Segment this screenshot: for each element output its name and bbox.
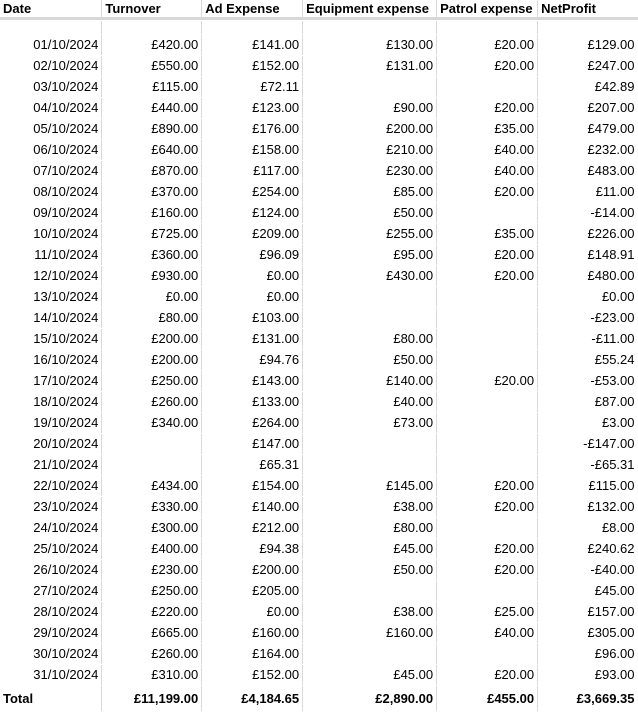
- cell-date[interactable]: 28/10/2024: [0, 602, 102, 623]
- cell-ad-expense[interactable]: £117.00: [202, 161, 303, 182]
- cell-patrol-expense[interactable]: £20.00: [437, 476, 538, 497]
- cell-net-profit[interactable]: £305.00: [538, 623, 638, 644]
- cell-turnover[interactable]: £434.00: [102, 476, 202, 497]
- cell-date[interactable]: 16/10/2024: [0, 350, 102, 371]
- cell-ad-expense[interactable]: £205.00: [202, 581, 303, 602]
- cell-patrol-expense[interactable]: £20.00: [437, 497, 538, 518]
- cell-date[interactable]: 06/10/2024: [0, 140, 102, 161]
- header-ad-expense[interactable]: Ad Expense: [202, 0, 303, 17]
- cell-net-profit[interactable]: -£14.00: [538, 203, 638, 224]
- cell-date[interactable]: 20/10/2024: [0, 434, 102, 455]
- table-row: [0, 140, 638, 161]
- cell-turnover[interactable]: £400.00: [102, 539, 202, 560]
- cell-ad-expense[interactable]: £124.00: [202, 203, 303, 224]
- total-turnover[interactable]: £11,199.00: [102, 686, 202, 712]
- cell-patrol-expense[interactable]: £40.00: [437, 140, 538, 161]
- cell-date[interactable]: 07/10/2024: [0, 161, 102, 182]
- cell-ad-expense[interactable]: £103.00: [202, 308, 303, 329]
- cell-date[interactable]: 15/10/2024: [0, 329, 102, 350]
- cell-ad-expense[interactable]: £133.00: [202, 392, 303, 413]
- cell-net-profit[interactable]: £55.24: [538, 350, 638, 371]
- cell-ad-expense[interactable]: £72.11: [202, 77, 303, 98]
- cell-date[interactable]: 18/10/2024: [0, 392, 102, 413]
- cell-net-profit[interactable]: £42.89: [538, 77, 638, 98]
- cell-turnover[interactable]: £310.00: [102, 665, 202, 686]
- cell-turnover[interactable]: £160.00: [102, 203, 202, 224]
- table-row: [0, 161, 638, 182]
- table-row: [0, 98, 638, 119]
- cell-patrol-expense[interactable]: £20.00: [437, 665, 538, 686]
- cell-net-profit[interactable]: £148.91: [538, 245, 638, 266]
- data-rows: [0, 35, 638, 686]
- cell-equipment-expense[interactable]: [303, 287, 437, 308]
- cell-date[interactable]: 23/10/2024: [0, 497, 102, 518]
- cell-turnover[interactable]: £360.00: [102, 245, 202, 266]
- header-date[interactable]: Date: [0, 0, 102, 17]
- table-row: [0, 371, 638, 392]
- cell-net-profit[interactable]: £157.00: [538, 602, 638, 623]
- blank-row: [0, 21, 638, 35]
- cell-turnover[interactable]: £200.00: [102, 329, 202, 350]
- cell-equipment-expense[interactable]: £145.00: [303, 476, 437, 497]
- table-row: [0, 350, 638, 371]
- cell-patrol-expense[interactable]: [437, 644, 538, 665]
- cell-turnover[interactable]: £640.00: [102, 140, 202, 161]
- cell-equipment-expense[interactable]: £200.00: [303, 119, 437, 140]
- header-net-profit[interactable]: NetProfit: [541, 1, 596, 16]
- cell-turnover[interactable]: £550.00: [102, 56, 202, 77]
- table-row: [0, 539, 638, 560]
- cell-ad-expense[interactable]: £152.00: [202, 665, 303, 686]
- cell-net-profit[interactable]: -£40.00: [538, 560, 638, 581]
- cell-equipment-expense[interactable]: [303, 455, 437, 476]
- header-patrol-expense[interactable]: Patrol expense: [437, 0, 538, 17]
- cell-ad-expense[interactable]: £0.00: [202, 287, 303, 308]
- table-row: [0, 455, 638, 476]
- table-row: [0, 56, 638, 77]
- cell-date[interactable]: 02/10/2024: [0, 56, 102, 77]
- table-row: [0, 665, 638, 686]
- cell-patrol-expense[interactable]: [437, 434, 538, 455]
- cell-equipment-expense[interactable]: [303, 308, 437, 329]
- cell-ad-expense[interactable]: £96.09: [202, 245, 303, 266]
- cell-ad-expense[interactable]: £94.76: [202, 350, 303, 371]
- cell-equipment-expense[interactable]: £50.00: [303, 203, 437, 224]
- table-row: [0, 518, 638, 539]
- cell-net-profit[interactable]: £93.00: [538, 665, 638, 686]
- cell-date[interactable]: 04/10/2024: [0, 98, 102, 119]
- cell-ad-expense[interactable]: £212.00: [202, 518, 303, 539]
- cell-net-profit[interactable]: £226.00: [538, 224, 638, 245]
- cell-ad-expense[interactable]: £131.00: [202, 329, 303, 350]
- cell-date[interactable]: 14/10/2024: [0, 308, 102, 329]
- table-row: [0, 644, 638, 665]
- table-row: [0, 35, 638, 56]
- cell-equipment-expense[interactable]: £140.00: [303, 371, 437, 392]
- cell-patrol-expense[interactable]: [437, 455, 538, 476]
- cell-patrol-expense[interactable]: £20.00: [437, 560, 538, 581]
- cell-equipment-expense[interactable]: £210.00: [303, 140, 437, 161]
- table-row: [0, 245, 638, 266]
- table-row: [0, 476, 638, 497]
- cell-date[interactable]: 21/10/2024: [0, 455, 102, 476]
- total-net-profit[interactable]: £3,669.35: [538, 686, 638, 712]
- table-row: [0, 203, 638, 224]
- cell-equipment-expense[interactable]: £50.00: [303, 560, 437, 581]
- cell-equipment-expense[interactable]: [303, 77, 437, 98]
- table-row: [0, 119, 638, 140]
- cell-date[interactable]: 25/10/2024: [0, 539, 102, 560]
- table-row: [0, 413, 638, 434]
- cell-date[interactable]: 27/10/2024: [0, 581, 102, 602]
- cell-net-profit[interactable]: -£11.00: [538, 329, 638, 350]
- cell-net-profit[interactable]: £87.00: [538, 392, 638, 413]
- cell-turnover[interactable]: £250.00: [102, 581, 202, 602]
- cell-ad-expense[interactable]: £209.00: [202, 224, 303, 245]
- cell-net-profit[interactable]: £3.00: [538, 413, 638, 434]
- cell-turnover[interactable]: £200.00: [102, 350, 202, 371]
- cell-net-profit[interactable]: £11.00: [538, 182, 638, 203]
- cell-turnover[interactable]: £0.00: [102, 287, 202, 308]
- cell-turnover[interactable]: [102, 434, 202, 455]
- cell-net-profit[interactable]: -£65.31: [538, 455, 638, 476]
- cell-patrol-expense[interactable]: £20.00: [437, 371, 538, 392]
- cell-date[interactable]: 08/10/2024: [0, 182, 102, 203]
- cell-turnover[interactable]: £330.00: [102, 497, 202, 518]
- cell-patrol-expense[interactable]: £20.00: [437, 245, 538, 266]
- table-row: [0, 497, 638, 518]
- cell-turnover[interactable]: £870.00: [102, 161, 202, 182]
- cell-ad-expense[interactable]: £141.00: [202, 35, 303, 56]
- cell-date[interactable]: 19/10/2024: [0, 413, 102, 434]
- cell-equipment-expense[interactable]: [303, 434, 437, 455]
- cell-turnover[interactable]: £665.00: [102, 623, 202, 644]
- cell-equipment-expense[interactable]: £50.00: [303, 350, 437, 371]
- cell-net-profit[interactable]: £8.00: [538, 518, 638, 539]
- cell-equipment-expense[interactable]: £45.00: [303, 665, 437, 686]
- cell-date[interactable]: 09/10/2024: [0, 203, 102, 224]
- cell-turnover[interactable]: £440.00: [102, 98, 202, 119]
- cell-turnover[interactable]: £340.00: [102, 413, 202, 434]
- table-row: [0, 266, 638, 287]
- cell-turnover[interactable]: £370.00: [102, 182, 202, 203]
- cell-net-profit[interactable]: -£23.00: [538, 308, 638, 329]
- header-turnover[interactable]: Turnover: [102, 0, 202, 17]
- cell-equipment-expense[interactable]: £80.00: [303, 329, 437, 350]
- cell-date[interactable]: 10/10/2024: [0, 224, 102, 245]
- cell-ad-expense[interactable]: £176.00: [202, 119, 303, 140]
- cell-equipment-expense[interactable]: £230.00: [303, 161, 437, 182]
- table-row: [0, 329, 638, 350]
- cell-patrol-expense[interactable]: £25.00: [437, 602, 538, 623]
- cell-patrol-expense[interactable]: [437, 287, 538, 308]
- cell-ad-expense[interactable]: £94.38: [202, 539, 303, 560]
- cell-ad-expense[interactable]: £164.00: [202, 644, 303, 665]
- cell-net-profit[interactable]: £207.00: [538, 98, 638, 119]
- cell-ad-expense[interactable]: £140.00: [202, 497, 303, 518]
- table-row: [0, 602, 638, 623]
- cell-net-profit[interactable]: £96.00: [538, 644, 638, 665]
- table-row: [0, 182, 638, 203]
- cell-date[interactable]: 31/10/2024: [0, 665, 102, 686]
- cell-ad-expense[interactable]: £147.00: [202, 434, 303, 455]
- cell-turnover[interactable]: £220.00: [102, 602, 202, 623]
- cell-net-profit[interactable]: £0.00: [538, 287, 638, 308]
- cell-net-profit[interactable]: £129.00: [538, 35, 638, 56]
- header-row: [0, 0, 638, 17]
- cell-ad-expense[interactable]: £158.00: [202, 140, 303, 161]
- cell-equipment-expense[interactable]: £85.00: [303, 182, 437, 203]
- cell-equipment-expense[interactable]: £80.00: [303, 518, 437, 539]
- cell-patrol-expense[interactable]: £20.00: [437, 98, 538, 119]
- cell-patrol-expense[interactable]: [437, 581, 538, 602]
- cell-equipment-expense[interactable]: £38.00: [303, 602, 437, 623]
- cell-patrol-expense[interactable]: [437, 518, 538, 539]
- cell-turnover[interactable]: £300.00: [102, 518, 202, 539]
- cell-patrol-expense[interactable]: £40.00: [437, 623, 538, 644]
- cell-date[interactable]: 24/10/2024: [0, 518, 102, 539]
- cell-ad-expense[interactable]: £152.00: [202, 56, 303, 77]
- table-row: [0, 224, 638, 245]
- cell-equipment-expense[interactable]: £160.00: [303, 623, 437, 644]
- cell-equipment-expense[interactable]: [303, 581, 437, 602]
- cell-ad-expense[interactable]: £154.00: [202, 476, 303, 497]
- cell-equipment-expense[interactable]: £38.00: [303, 497, 437, 518]
- table-row: [0, 623, 638, 644]
- cell-patrol-expense[interactable]: [437, 413, 538, 434]
- cell-patrol-expense[interactable]: £35.00: [437, 224, 538, 245]
- cell-date[interactable]: 29/10/2024: [0, 623, 102, 644]
- table-row: [0, 581, 638, 602]
- cell-equipment-expense[interactable]: [303, 644, 437, 665]
- cell-patrol-expense[interactable]: £20.00: [437, 266, 538, 287]
- cell-ad-expense[interactable]: £143.00: [202, 371, 303, 392]
- cell-date[interactable]: 30/10/2024: [0, 644, 102, 665]
- cell-net-profit[interactable]: £45.00: [538, 581, 638, 602]
- cell-date[interactable]: 11/10/2024: [0, 245, 102, 266]
- cell-ad-expense[interactable]: £0.00: [202, 266, 303, 287]
- cell-equipment-expense[interactable]: £90.00: [303, 98, 437, 119]
- table-row: [0, 287, 638, 308]
- cell-net-profit[interactable]: -£53.00: [538, 371, 638, 392]
- cell-net-profit[interactable]: £480.00: [538, 266, 638, 287]
- cell-date[interactable]: 26/10/2024: [0, 560, 102, 581]
- cell-date[interactable]: 22/10/2024: [0, 476, 102, 497]
- table-row: [0, 308, 638, 329]
- cell-equipment-expense[interactable]: £430.00: [303, 266, 437, 287]
- cell-turnover[interactable]: £260.00: [102, 392, 202, 413]
- cell-turnover[interactable]: [102, 455, 202, 476]
- cell-equipment-expense[interactable]: £73.00: [303, 413, 437, 434]
- cell-net-profit[interactable]: £115.00: [538, 476, 638, 497]
- cell-equipment-expense[interactable]: £255.00: [303, 224, 437, 245]
- cell-ad-expense[interactable]: £264.00: [202, 413, 303, 434]
- total-equipment-expense[interactable]: £2,890.00: [303, 686, 437, 712]
- cell-patrol-expense[interactable]: [437, 329, 538, 350]
- total-row: [0, 686, 638, 712]
- cell-turnover[interactable]: £115.00: [102, 77, 202, 98]
- cell-date[interactable]: 03/10/2024: [0, 77, 102, 98]
- cell-ad-expense[interactable]: £123.00: [202, 98, 303, 119]
- cell-turnover[interactable]: £725.00: [102, 224, 202, 245]
- table-row: [0, 77, 638, 98]
- cell-turnover[interactable]: £80.00: [102, 308, 202, 329]
- header-equipment-expense[interactable]: Equipment expense: [303, 0, 437, 17]
- cell-net-profit[interactable]: £479.00: [538, 119, 638, 140]
- cell-ad-expense[interactable]: £0.00: [202, 602, 303, 623]
- table-row: [0, 560, 638, 581]
- cell-equipment-expense[interactable]: £131.00: [303, 56, 437, 77]
- cell-patrol-expense[interactable]: £20.00: [437, 56, 538, 77]
- cell-net-profit[interactable]: £240.62: [538, 539, 638, 560]
- total-patrol-expense[interactable]: £455.00: [437, 686, 538, 712]
- cell-equipment-expense[interactable]: £95.00: [303, 245, 437, 266]
- table-row: [0, 434, 638, 455]
- cell-ad-expense[interactable]: £200.00: [202, 560, 303, 581]
- cell-patrol-expense[interactable]: £20.00: [437, 539, 538, 560]
- cell-patrol-expense[interactable]: [437, 203, 538, 224]
- cell-date[interactable]: 17/10/2024: [0, 371, 102, 392]
- cell-net-profit[interactable]: £247.00: [538, 56, 638, 77]
- cell-net-profit[interactable]: £232.00: [538, 140, 638, 161]
- cell-equipment-expense[interactable]: £40.00: [303, 392, 437, 413]
- cell-net-profit[interactable]: £483.00: [538, 161, 638, 182]
- cell-patrol-expense[interactable]: [437, 350, 538, 371]
- cell-turnover[interactable]: £420.00: [102, 35, 202, 56]
- cell-turnover[interactable]: £250.00: [102, 371, 202, 392]
- cell-equipment-expense[interactable]: £130.00: [303, 35, 437, 56]
- cell-patrol-expense[interactable]: £40.00: [437, 161, 538, 182]
- cell-turnover[interactable]: £890.00: [102, 119, 202, 140]
- cell-patrol-expense[interactable]: [437, 77, 538, 98]
- total-ad-expense[interactable]: £4,184.65: [202, 686, 303, 712]
- cell-patrol-expense[interactable]: £20.00: [437, 182, 538, 203]
- table-row: [0, 392, 638, 413]
- cell-date[interactable]: 05/10/2024: [0, 119, 102, 140]
- cell-turnover[interactable]: £260.00: [102, 644, 202, 665]
- cell-date[interactable]: 01/10/2024: [0, 35, 102, 56]
- cell-turnover[interactable]: £230.00: [102, 560, 202, 581]
- cell-patrol-expense[interactable]: £20.00: [437, 35, 538, 56]
- cell-ad-expense[interactable]: £254.00: [202, 182, 303, 203]
- cell-patrol-expense[interactable]: [437, 392, 538, 413]
- cell-date[interactable]: 13/10/2024: [0, 287, 102, 308]
- cell-ad-expense[interactable]: £160.00: [202, 623, 303, 644]
- cell-net-profit[interactable]: £132.00: [538, 497, 638, 518]
- cell-equipment-expense[interactable]: £45.00: [303, 539, 437, 560]
- cell-patrol-expense[interactable]: [437, 308, 538, 329]
- cell-turnover[interactable]: £930.00: [102, 266, 202, 287]
- cell-patrol-expense[interactable]: £35.00: [437, 119, 538, 140]
- cell-net-profit[interactable]: -£147.00: [538, 434, 638, 455]
- cell-date[interactable]: 12/10/2024: [0, 266, 102, 287]
- cell-ad-expense[interactable]: £65.31: [202, 455, 303, 476]
- total-label[interactable]: Total: [0, 686, 102, 712]
